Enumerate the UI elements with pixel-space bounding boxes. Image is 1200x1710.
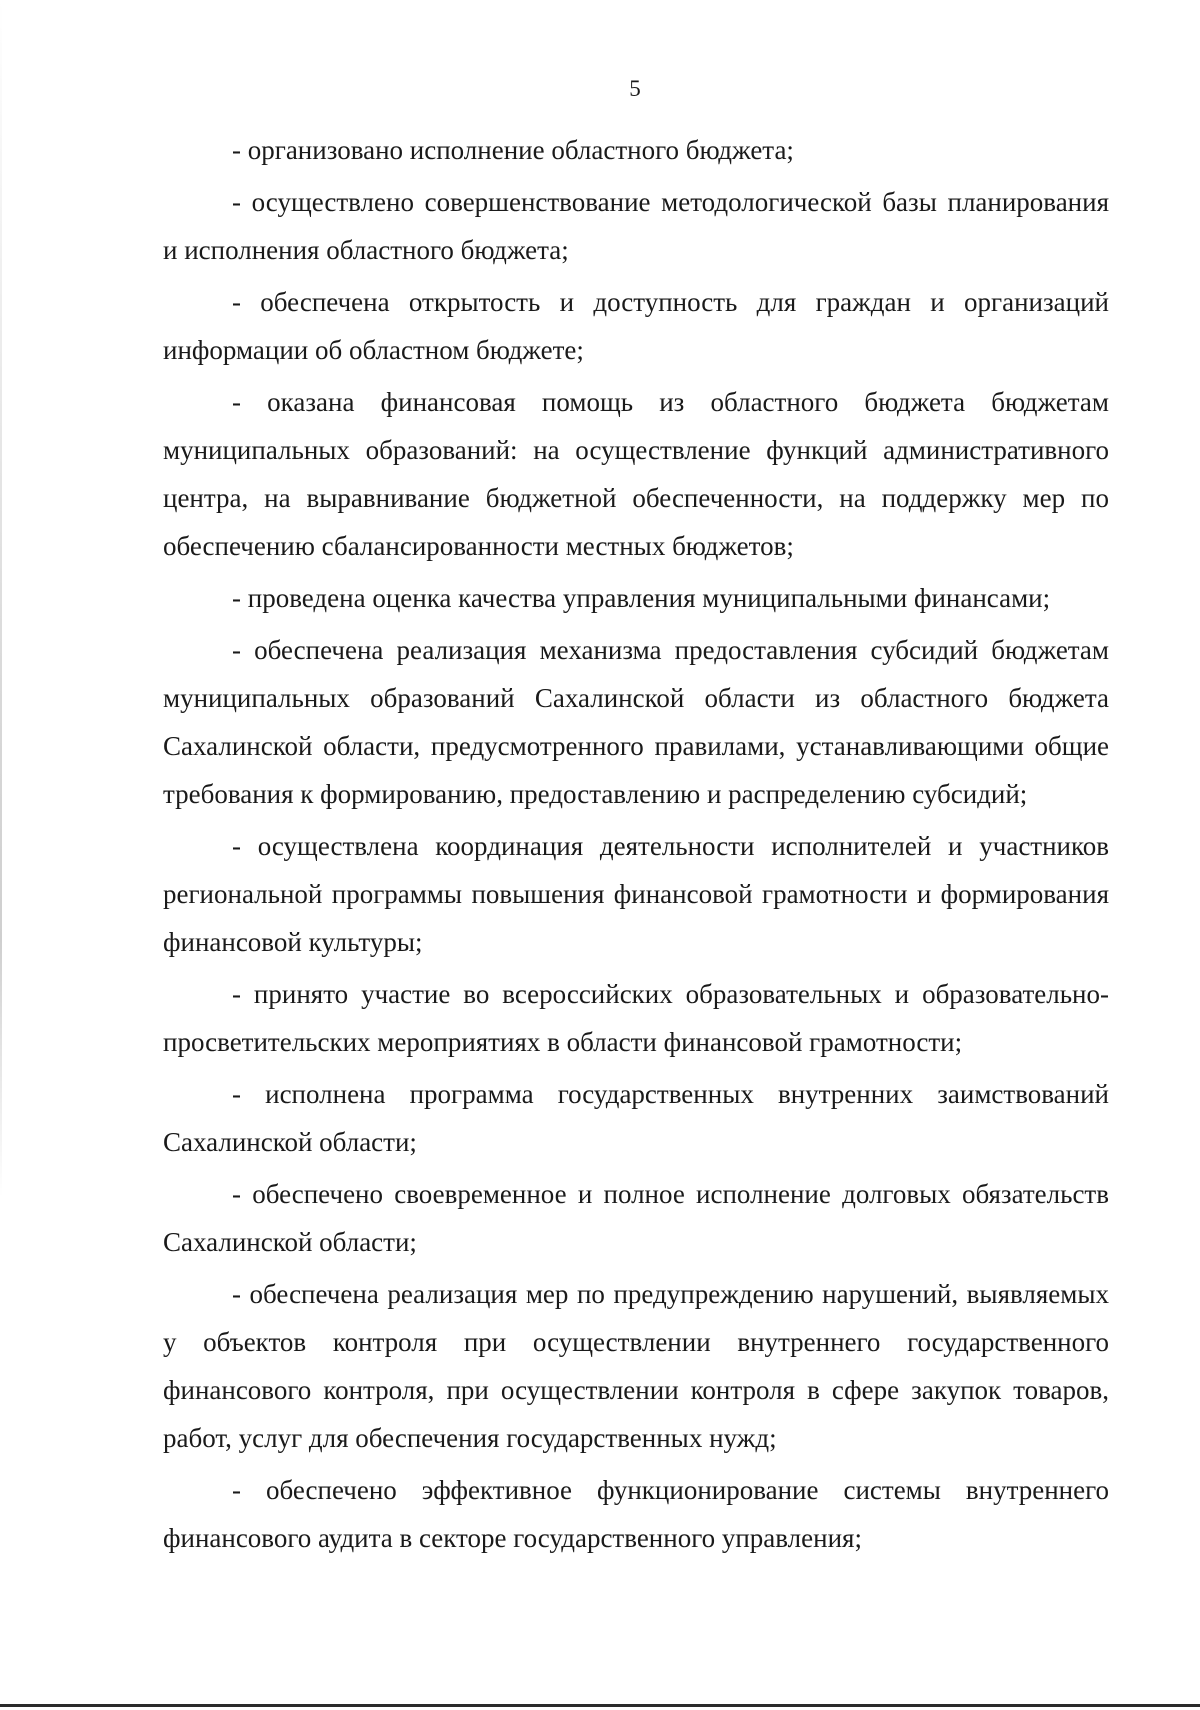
list-item-openness: - обеспечена открытость и доступность для граждан и организаций информации об областном бюджете;: [163, 287, 1109, 365]
document-body: [163, 126, 1109, 1562]
list-item-events: - принято участие во всероссийских образовательных и образовательно-просветительских мероприятиях в области финансовой грамотности;: [163, 979, 1109, 1057]
scan-edge-shadow: [0, 0, 2, 1710]
bottom-edge-line: [0, 1704, 1200, 1707]
list-item-coordination: - осуществлена координация деятельности исполнителей и участников региональной программы повышения финансовой грамотности и формирования финансовой культуры;: [163, 831, 1109, 957]
list-item-quality-assessment: - проведена оценка качества управления муниципальными финансами;: [232, 583, 1051, 613]
list-item-subsidies: - обеспечена реализация механизма предоставления субсидий бюджетам муниципальных образований Сахалинской области из областного бюджета Сахалинской области, предусмотренного правилами, устанавливающими общие требования к формированию, предоставлению и распределению субсидий;: [163, 635, 1109, 809]
list-item-control: - обеспечена реализация мер по предупреждению нарушений, выявляемых у объектов контроля при осуществлении внутреннего государственного финансового контроля, при осуществлении контроля в сфере закупок товаров, работ, услуг для обеспечения государственных нужд;: [163, 1279, 1109, 1453]
list-item-budget-execution: - организовано исполнение областного бюджета;: [232, 135, 794, 165]
list-item-methodology: - осуществлено совершенствование методологической базы планирования и исполнения областного бюджета;: [163, 187, 1109, 265]
list-item-financial-aid: - оказана финансовая помощь из областного бюджета бюджетам муниципальных образований: на осуществление функций административного центра, на выравнивание бюджетной обеспеченности, на поддержку мер по обеспечению сбалансированности местных бюджетов;: [163, 387, 1109, 561]
list-item-audit: - обеспечено эффективное функционирование системы внутреннего финансового аудита в секторе государственного управления;: [163, 1475, 1109, 1553]
page-number: 5: [629, 76, 641, 101]
list-item-debt-obligations: - обеспечено своевременное и полное исполнение долговых обязательств Сахалинской области;: [163, 1179, 1109, 1257]
list-item-borrowing: - исполнена программа государственных внутренних заимствований Сахалинской области;: [163, 1079, 1109, 1157]
